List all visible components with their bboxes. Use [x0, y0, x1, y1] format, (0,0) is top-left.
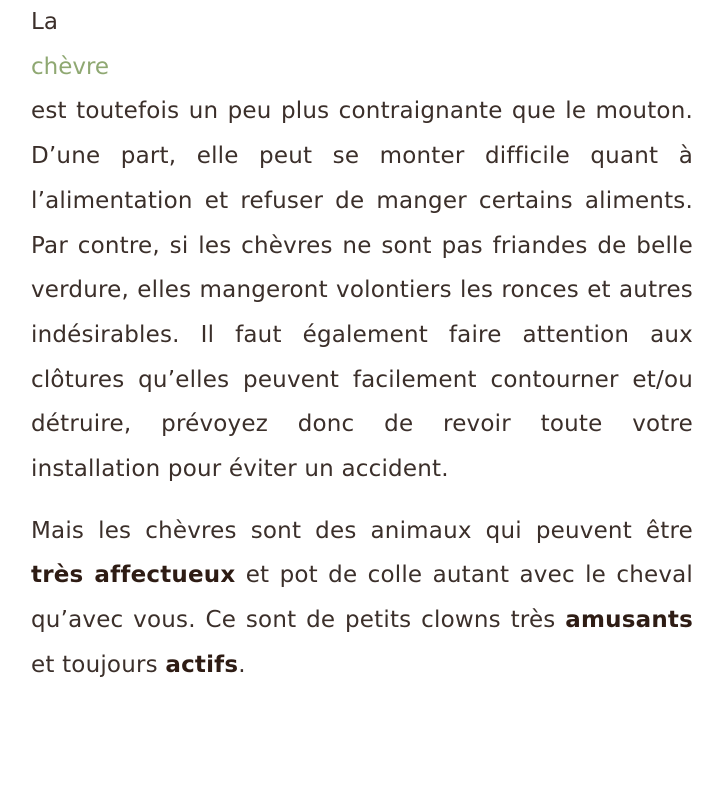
- lead-word: La: [31, 9, 58, 35]
- bold-tres-affectueux: très affectueux: [31, 562, 236, 589]
- intro-paragraph: est toutefois un peu plus contraignante que le mouton. D’une part, elle peut se monter difficile quant à l’alimentation et refuser de manger certains aliments. Par contre, si les chèvres ne sont pas friandes de belle verdure, elles mangeront volontiers les ronces et autres indésirables. Il faut également faire attention aux clôtures qu’elles peuvent facilement contourner et/ou détruire, prévoyez donc de revoir toute votre installation pour éviter un accident.: [31, 98, 693, 483]
- text-span: Mais les chèvres sont des animaux qui peuvent être: [31, 517, 693, 544]
- article-content: [31, 0, 693, 688]
- second-paragraph: [31, 509, 693, 688]
- text-span: .: [238, 651, 246, 678]
- text-span: et toujours: [31, 651, 166, 678]
- chevre-link[interactable]: chèvre: [31, 53, 110, 80]
- bold-amusants: amusants: [565, 607, 693, 634]
- text-span: et pot de colle autant avec le cheval qu’avec vous. Ce sont de petits clowns très: [31, 562, 694, 634]
- bold-actifs: actifs: [165, 651, 239, 678]
